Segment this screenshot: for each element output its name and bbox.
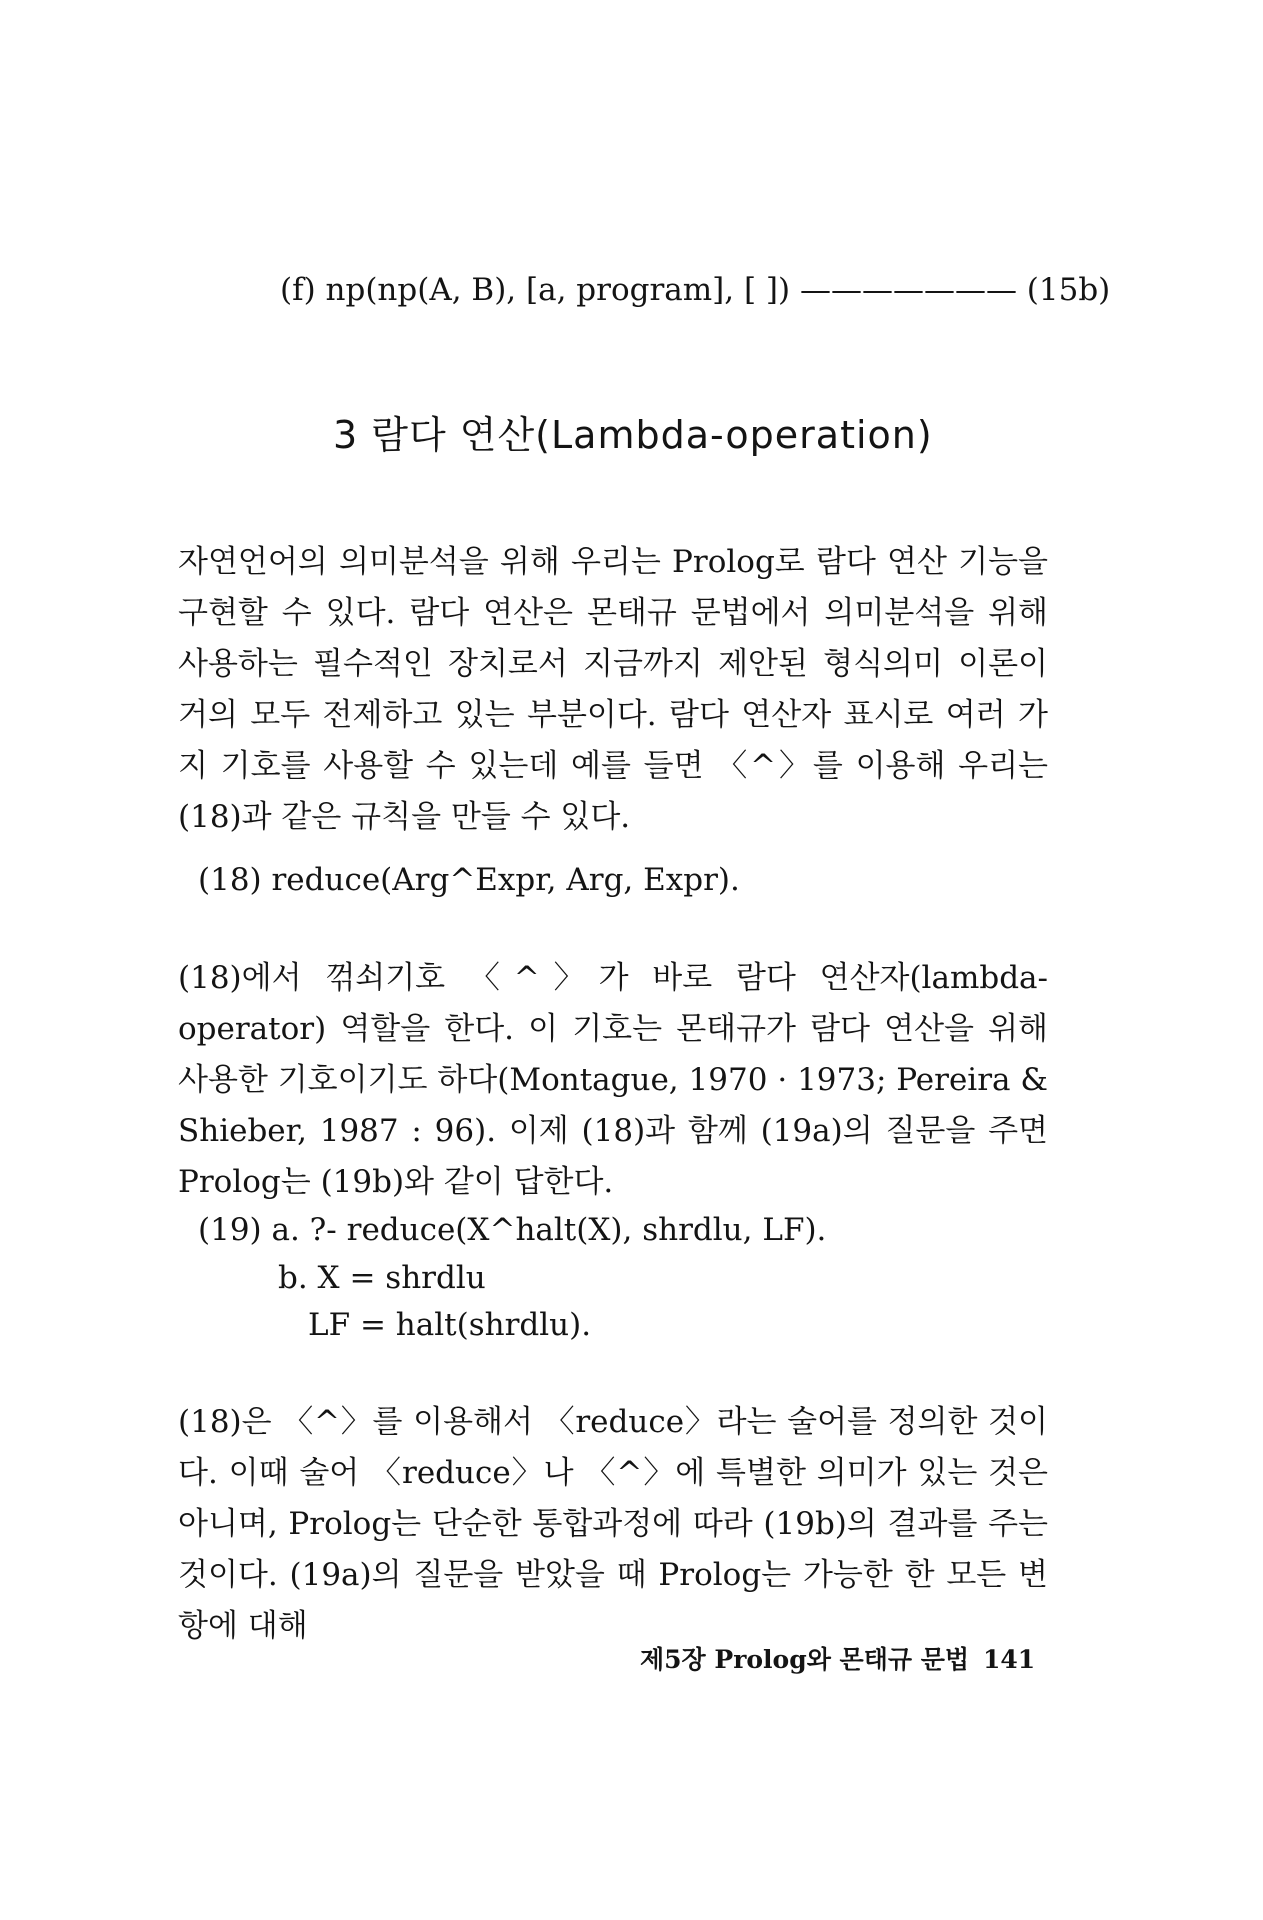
section-heading: 3 람다 연산(Lambda-operation) bbox=[333, 413, 933, 457]
example-15b-line: (f) np(np(A, B), [a, program], [ ]) ——————— (15b) bbox=[280, 272, 1111, 308]
paragraph-lambda-intro: 자연언어의 의미분석을 위해 우리는 Prolog로 람다 연산 기능을 구현할 수 있다. 람다 연산은 몬태규 문법에서 의미분석을 위해 사용하는 필수적인 장치로서 지금까지 제안된 형식의미 이론이 거의 모두 전제하고 있는 부분이다. 람다 연산자 표시로 여러 가지 기호를 사용할 수 있는데 예를 들면 〈^〉를 이용해 우리는 (18)과 같은 규칙을 만들 수 있다. bbox=[178, 544, 1048, 835]
example-19a: (19) a. ?- reduce(X^halt(X), shrdlu, LF). bbox=[198, 1212, 827, 1248]
page-number: 141 bbox=[983, 1645, 1036, 1674]
example-18: (18) reduce(Arg^Expr, Arg, Expr). bbox=[198, 862, 740, 898]
running-title: 제5장 Prolog와 몬태규 문법 bbox=[640, 1645, 970, 1674]
example-19b-x: b. X = shrdlu bbox=[278, 1260, 486, 1296]
example-19b-lf: LF = halt(shrdlu). bbox=[308, 1307, 592, 1343]
paragraph-reduce-explanation: (18)은 〈^〉를 이용해서 〈reduce〉라는 술어를 정의한 것이다. 이때 술어 〈reduce〉나 〈^〉에 특별한 의미가 있는 것은 아니며, Prolog는 단순한 통합과정에 따라 (19b)의 결과를 주는 것이다. (19a)의 질문을 받았을 때 Prolog는 가능한 한 모든 변항에 대해 bbox=[178, 1404, 1048, 1644]
paragraph-lambda-operator: (18)에서 꺾쇠기호 〈^〉가 바로 람다 연산자(lambda-operator) 역할을 한다. 이 기호는 몬태규가 람다 연산을 위해 사용한 기호이기도 하다(Montague, 1970 · 1973; Pereira & Shieber, 1987 : 96). 이제 (18)과 함께 (19a)의 질문을 주면 Prolog는 (19b)와 같이 답한다. bbox=[178, 960, 1048, 1200]
page-footer bbox=[640, 1645, 1035, 1675]
